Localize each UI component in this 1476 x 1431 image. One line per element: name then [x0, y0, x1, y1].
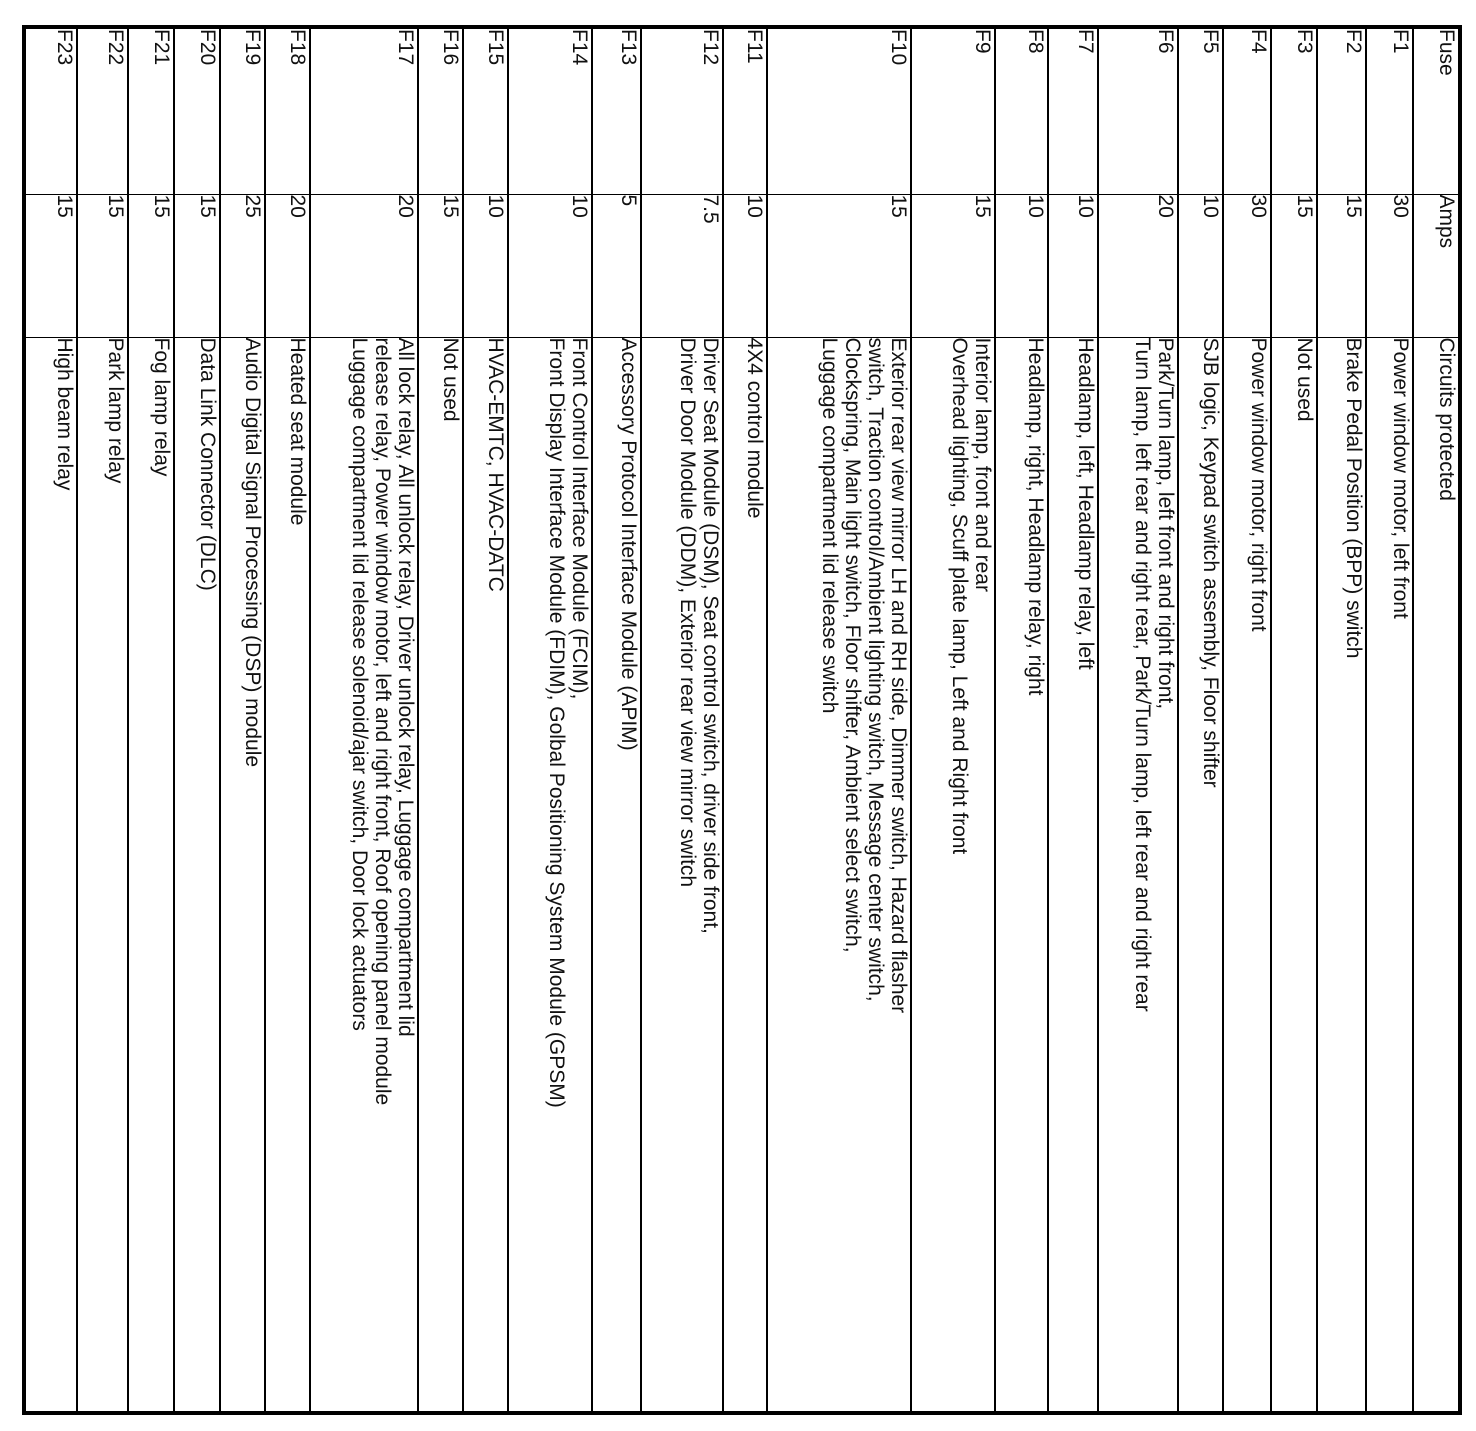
- circuits-text: Power window motor, left front: [1388, 337, 1412, 619]
- circuits-text: Not used: [1292, 337, 1316, 422]
- table-row: [641, 29, 723, 1411]
- fuse-id-cell: F10: [767, 29, 911, 194]
- fuse-id-cell: F3: [1271, 29, 1316, 194]
- circuits-text: Park lamp relay: [103, 337, 127, 484]
- fuse-id-cell: F23: [26, 29, 77, 194]
- circuits-cell: [1366, 337, 1413, 1411]
- amps-cell: 5: [592, 194, 641, 337]
- table-row: [26, 29, 77, 1411]
- circuits-cell: [641, 337, 723, 1411]
- circuits-text: Interior lamp, front and rear Overhead lighting, Scuff plate lamp, Left and Right front: [947, 337, 994, 855]
- fuse-id-cell: F18: [265, 29, 310, 194]
- amps-cell: 10: [723, 194, 767, 337]
- fuse-table-container: [22, 25, 1462, 1415]
- table-row: [128, 29, 174, 1411]
- amps-cell: 15: [911, 194, 995, 337]
- table-row: [77, 29, 127, 1411]
- circuits-cell: [723, 337, 767, 1411]
- fuse-id-cell: F2: [1317, 29, 1366, 194]
- circuits-text: Accessory Protocol Interface Module (APIM): [617, 337, 641, 751]
- fuse-id-cell: F22: [77, 29, 127, 194]
- circuits-cell: [220, 337, 265, 1411]
- fuse-id-cell: F14: [508, 29, 592, 194]
- circuits-cell: [26, 337, 77, 1411]
- table-row: [220, 29, 265, 1411]
- circuits-cell: [174, 337, 220, 1411]
- fuse-id-cell: F6: [1098, 29, 1178, 194]
- circuits-cell: [77, 337, 127, 1411]
- fuse-id-cell: F13: [592, 29, 641, 194]
- circuits-cell: [1317, 337, 1366, 1411]
- table-row: [1223, 29, 1271, 1411]
- fuse-id-cell: F19: [220, 29, 265, 194]
- table-row: [418, 29, 463, 1411]
- amps-cell: 15: [418, 194, 463, 337]
- circuits-text: Park/Turn lamp, left front and right front, Turn lamp, left rear and right rear, Park/Turn lamp, left rear and right rear: [1131, 337, 1178, 1012]
- amps-cell: 10: [1178, 194, 1223, 337]
- circuits-text: SJB logic, Keypad switch assembly, Floor shifter: [1199, 337, 1223, 788]
- circuits-text: HVAC-EMTC, HVAC-DATC: [483, 337, 507, 592]
- amps-cell: 15: [26, 194, 77, 337]
- circuits-cell: [1178, 337, 1223, 1411]
- table-row: [592, 29, 641, 1411]
- table-row: [508, 29, 592, 1411]
- table-row: [1366, 29, 1413, 1411]
- amps-cell: 20: [265, 194, 310, 337]
- table-row: [1178, 29, 1223, 1411]
- fuse-id-cell: F5: [1178, 29, 1223, 194]
- circuits-cell: [911, 337, 995, 1411]
- fuse-id-cell: F15: [463, 29, 508, 194]
- circuits-cell: [1223, 337, 1271, 1411]
- fuse-id-cell: F16: [418, 29, 463, 194]
- circuits-text: Headlamp, left, Headlamp relay, left: [1074, 337, 1098, 670]
- circuits-cell: [463, 337, 508, 1411]
- amps-cell: 15: [1317, 194, 1366, 337]
- fuse-id-cell: F11: [723, 29, 767, 194]
- circuits-cell: [767, 337, 911, 1411]
- circuits-text: Data Link Connector (DLC): [195, 337, 219, 591]
- amps-cell: 20: [310, 194, 418, 337]
- circuits-text: Brake Pedal Position (BPP) switch: [1341, 337, 1365, 659]
- fuse-id-cell: F8: [995, 29, 1048, 194]
- table-row: [265, 29, 310, 1411]
- amps-cell: 10: [463, 194, 508, 337]
- circuits-cell: [508, 337, 592, 1411]
- circuits-text: Audio Digital Signal Processing (DSP) module: [241, 337, 264, 768]
- table-row: [463, 29, 508, 1411]
- circuits-cell: [995, 337, 1048, 1411]
- circuits-text: 4X4 control module: [743, 337, 767, 519]
- circuits-text: Heated seat module: [286, 337, 310, 526]
- amps-cell: 25: [220, 194, 265, 337]
- fuse-id-cell: F1: [1366, 29, 1413, 194]
- header-fuse: Fuse: [1413, 29, 1458, 194]
- circuits-cell: [265, 337, 310, 1411]
- table-row: [995, 29, 1048, 1411]
- circuits-cell: [1098, 337, 1178, 1411]
- amps-cell: 15: [128, 194, 174, 337]
- circuits-text: Exterior rear view mirror LH and RH side, Dimmer switch, Hazard flasher switch, Traction control/Ambient lighting switch, Message center switch, Clockspring, Main light switch, Floor shifter, Ambient select switch, Luggage compartment lid release switch: [817, 337, 910, 1014]
- table-row: [723, 29, 767, 1411]
- circuits-text: High beam relay: [53, 337, 77, 491]
- amps-cell: 20: [1098, 194, 1178, 337]
- fuse-id-cell: F21: [128, 29, 174, 194]
- circuits-text: Fog lamp relay: [149, 337, 173, 477]
- fuse-id-cell: F20: [174, 29, 220, 194]
- table-row: [1271, 29, 1316, 1411]
- table-header-row: [1413, 29, 1458, 1411]
- table-row: [911, 29, 995, 1411]
- amps-cell: 15: [1271, 194, 1316, 337]
- circuits-cell: [128, 337, 174, 1411]
- fuse-table: [26, 29, 1458, 1411]
- amps-cell: 15: [767, 194, 911, 337]
- fuse-id-cell: F17: [310, 29, 418, 194]
- amps-cell: 15: [77, 194, 127, 337]
- fuse-id-cell: F9: [911, 29, 995, 194]
- circuits-text: Power window motor, right front: [1247, 337, 1271, 632]
- fuse-id-cell: F7: [1048, 29, 1098, 194]
- circuits-cell: [1271, 337, 1316, 1411]
- amps-cell: 10: [508, 194, 592, 337]
- amps-cell: 10: [995, 194, 1048, 337]
- circuits-text: Not used: [438, 337, 462, 422]
- header-amps: Amps: [1413, 194, 1458, 337]
- amps-cell: 7.5: [641, 194, 723, 337]
- circuits-cell: [310, 337, 418, 1411]
- amps-cell: 15: [174, 194, 220, 337]
- table-row: [1098, 29, 1178, 1411]
- table-row: [767, 29, 911, 1411]
- circuits-cell: [592, 337, 641, 1411]
- header-circuits: Circuits protected: [1413, 337, 1458, 1411]
- circuits-text: Front Control Interface Module (FCIM), Front Display Interface Module (FDIM), Golbal Positioning System Module (GPSM): [544, 337, 591, 1108]
- amps-cell: 10: [1048, 194, 1098, 337]
- table-row: [1048, 29, 1098, 1411]
- circuits-text: All lock relay, All unlock relay, Driver unlock relay, Luggage compartment lid release relay, Power window motor, left and right front, Roof opening panel module Luggage compartment lid release solenoid/ajar switch, Door lock actuators: [347, 337, 417, 1106]
- table-row: [174, 29, 220, 1411]
- fuse-id-cell: F12: [641, 29, 723, 194]
- amps-cell: 30: [1223, 194, 1271, 337]
- amps-cell: 30: [1366, 194, 1413, 337]
- circuits-text: Driver Seat Module (DSM), Seat control switch, driver side front, Driver Door Module (DDM), Exterior rear view mirror switch: [676, 337, 723, 934]
- circuits-text: Headlamp, right, Headlamp relay, right: [1024, 337, 1048, 696]
- fuse-id-cell: F4: [1223, 29, 1271, 194]
- circuits-cell: [1048, 337, 1098, 1411]
- table-row: [310, 29, 418, 1411]
- table-row: [1317, 29, 1366, 1411]
- circuits-cell: [418, 337, 463, 1411]
